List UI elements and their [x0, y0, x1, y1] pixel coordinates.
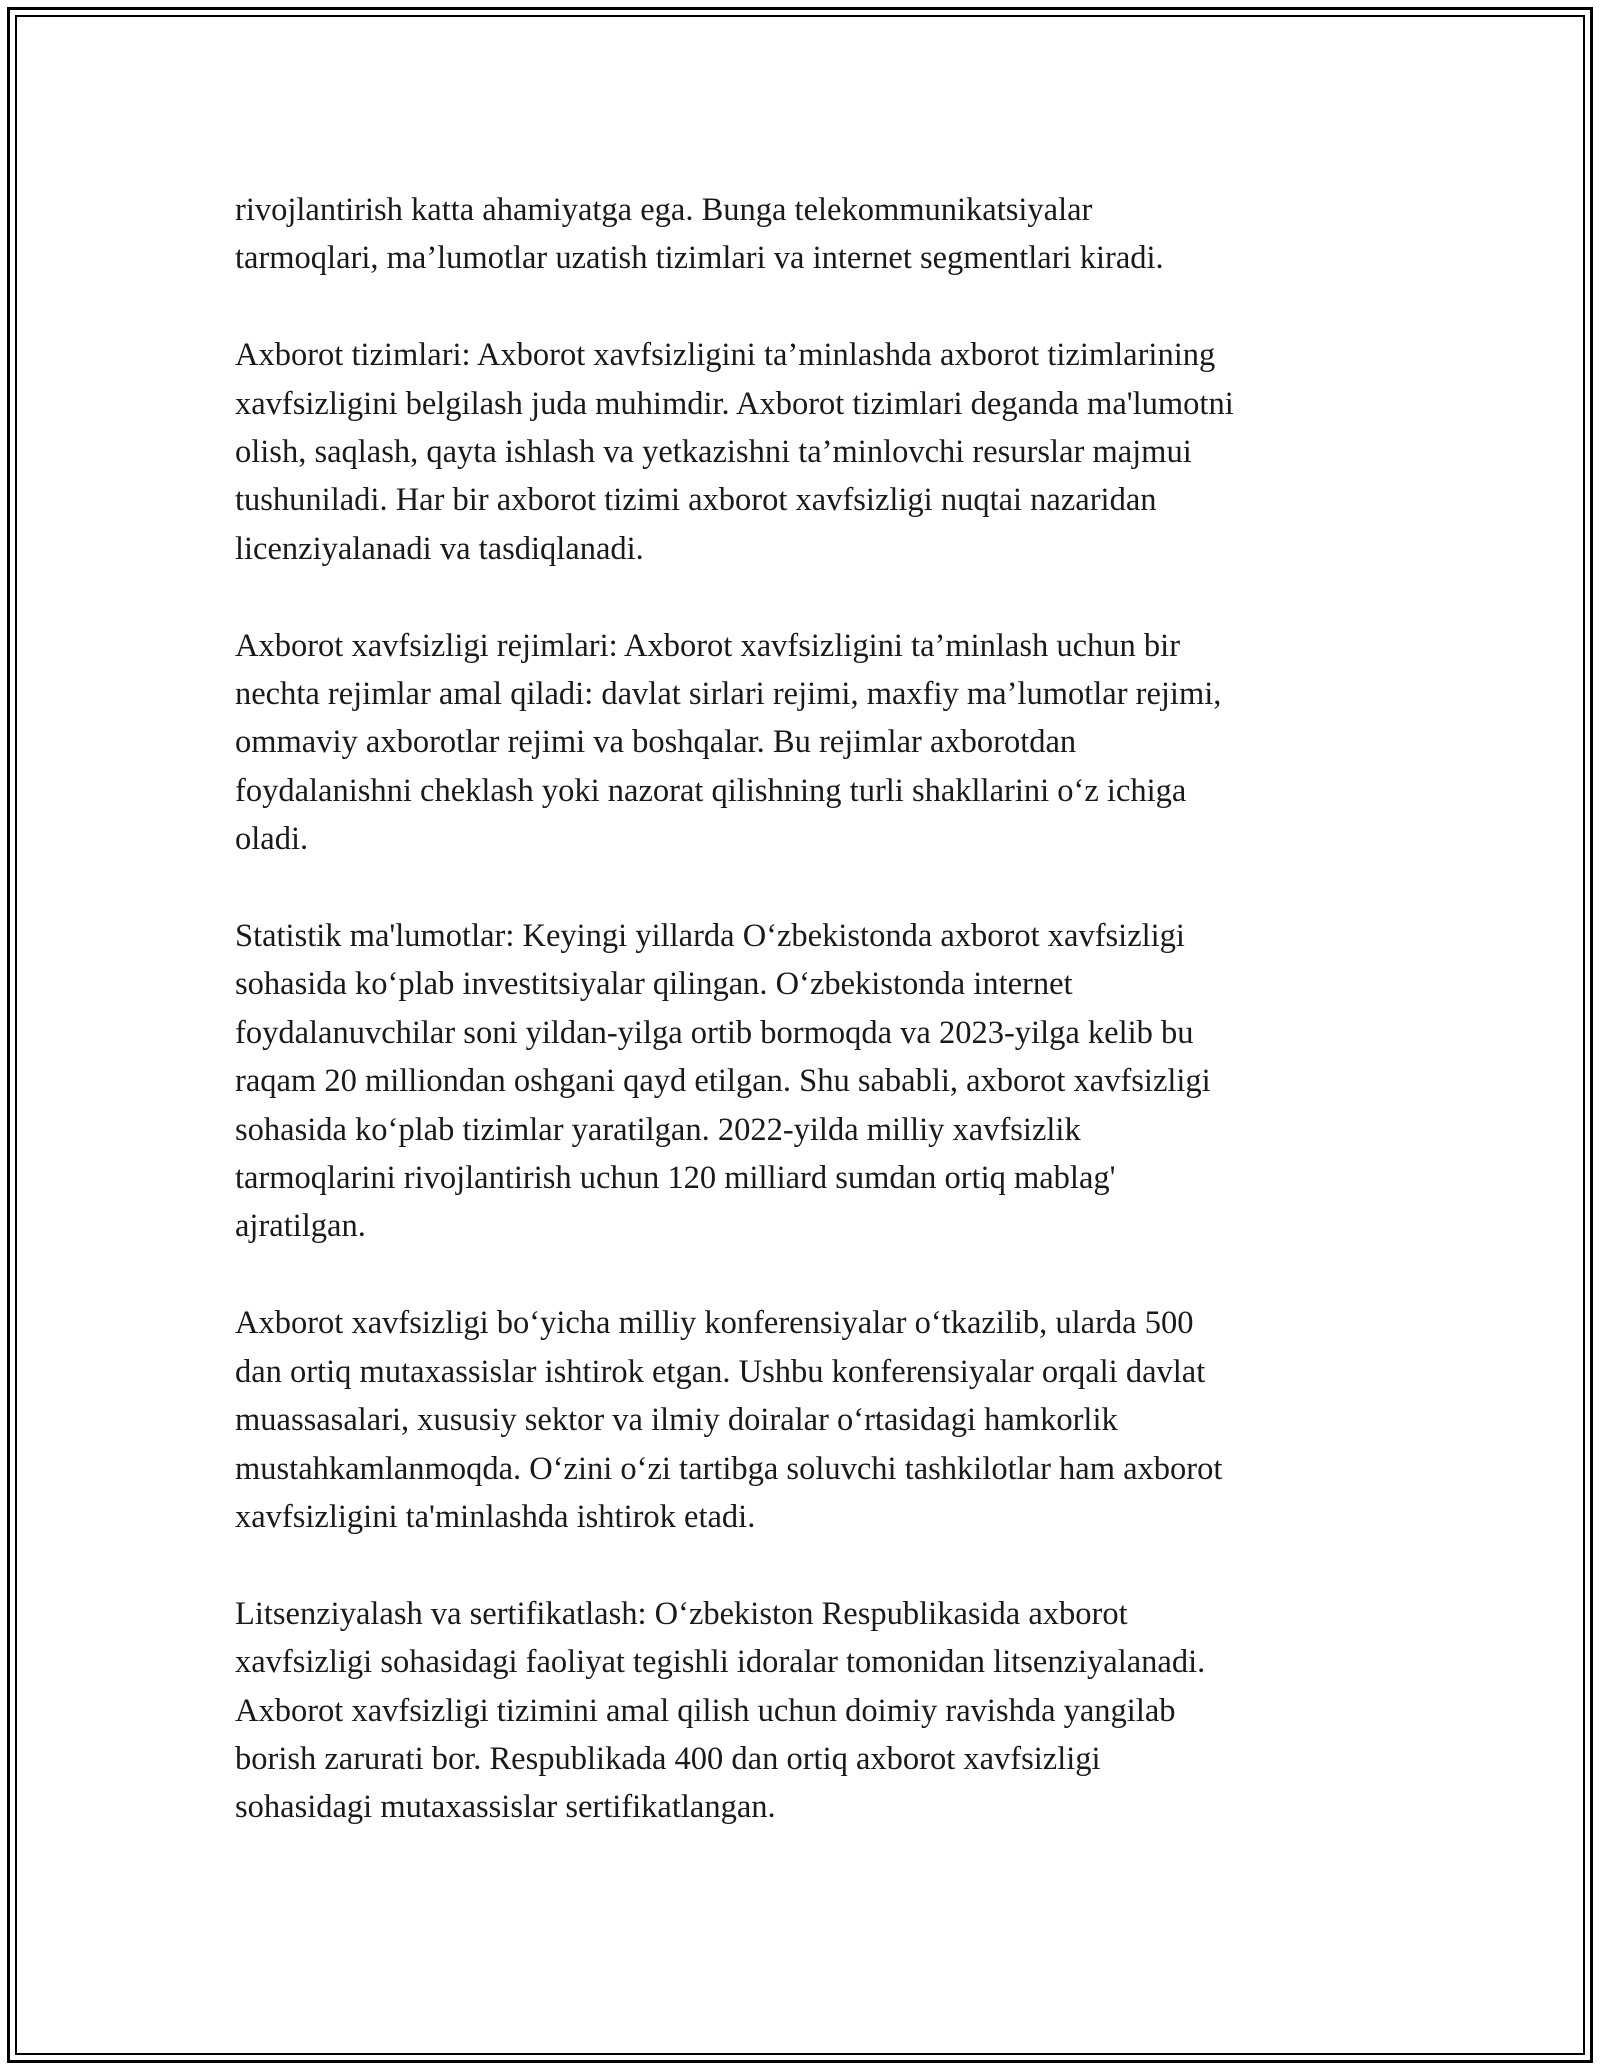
paragraph-axborot-tizimlari: Axborot tizimlari: Axborot xavfsizligini ta’minlashda axborot tizimlarining xavfsizligini belgilash juda muhimdir. Axborot tizimlari deganda ma'lumotni olish, saqlash, qayta ishlash va yetkazishni ta’minlovchi resurslar majmui tushuniladi. Har bir axborot tizimi axborot xavfsizligi nuqtai nazaridan licenziyalanadi va tasdiqlanadi. [235, 337, 1234, 567]
paragraph-statistik-malumotlar: Statistik ma'lumotlar: Keyingi yillarda O‘zbekistonda axborot xavfsizligi sohasida ko‘plab investitsiyalar qilingan. O‘zbekistonda internet foydalanuvchilar soni yildan-yilga ortib bormoqda va 2023-yilga kelib bu raqam 20 milliondan oshgani qayd etilgan. Shu sababli, axborot xavfsizligi sohasida ko‘plab tizimlar yaratilgan. 2022-yilda milliy xavfsizlik tarmoqlarini rivojlantirish uchun 120 milliard sumdan ortiq mablag' ajratilgan. [235, 918, 1211, 1245]
document-body [235, 186, 1385, 1880]
paragraph-milliy-konferensiyalar: Axborot xavfsizligi bo‘yicha milliy konferensiyalar o‘tkazilib, ularda 500 dan ortiq mutaxassislar ishtirok etgan. Ushbu konferensiyalar orqali davlat muassasalari, xususiy sektor va ilmiy doiralar o‘rtasidagi hamkorlik mustahkamlanmoqda. O‘zini o‘zi tartibga soluvchi tashkilotlar ham axborot xavfsizligini ta'minlashda ishtirok etadi. [235, 1305, 1223, 1535]
paragraph-intro-continuation: rivojlantirish katta ahamiyatga ega. Bunga telekommunikatsiyalar tarmoqlari, ma’lumotlar uzatish tizimlari va internet segmentlari kiradi. [235, 192, 1164, 277]
paragraph-litsenziyalash: Litsenziyalash va sertifikatlash: O‘zbekiston Respublikasida axborot xavfsizligi sohasidagi faoliyat tegishli idoralar tomonidan litsenziyalanadi. Axborot xavfsizligi tizimini amal qilish uchun doimiy ravishda yangilab borish zarurati bor. Respublikada 400 dan ortiq axborot xavfsizligi sohasidagi mutaxassislar sertifikatlangan. [235, 1595, 1206, 1826]
paragraph-xavfsizlik-rejimlari: Axborot xavfsizligi rejimlari: Axborot xavfsizligini ta’minlash uchun bir nechta rejimlar amal qiladi: davlat sirlari rejimi, maxfiy ma’lumotlar rejimi, ommaviy axborotlar rejimi va boshqalar. Bu rejimlar axborotdan foydalanishni cheklash yoki nazorat qilishning turli shakllarini o‘z ichiga oladi. [235, 627, 1222, 858]
